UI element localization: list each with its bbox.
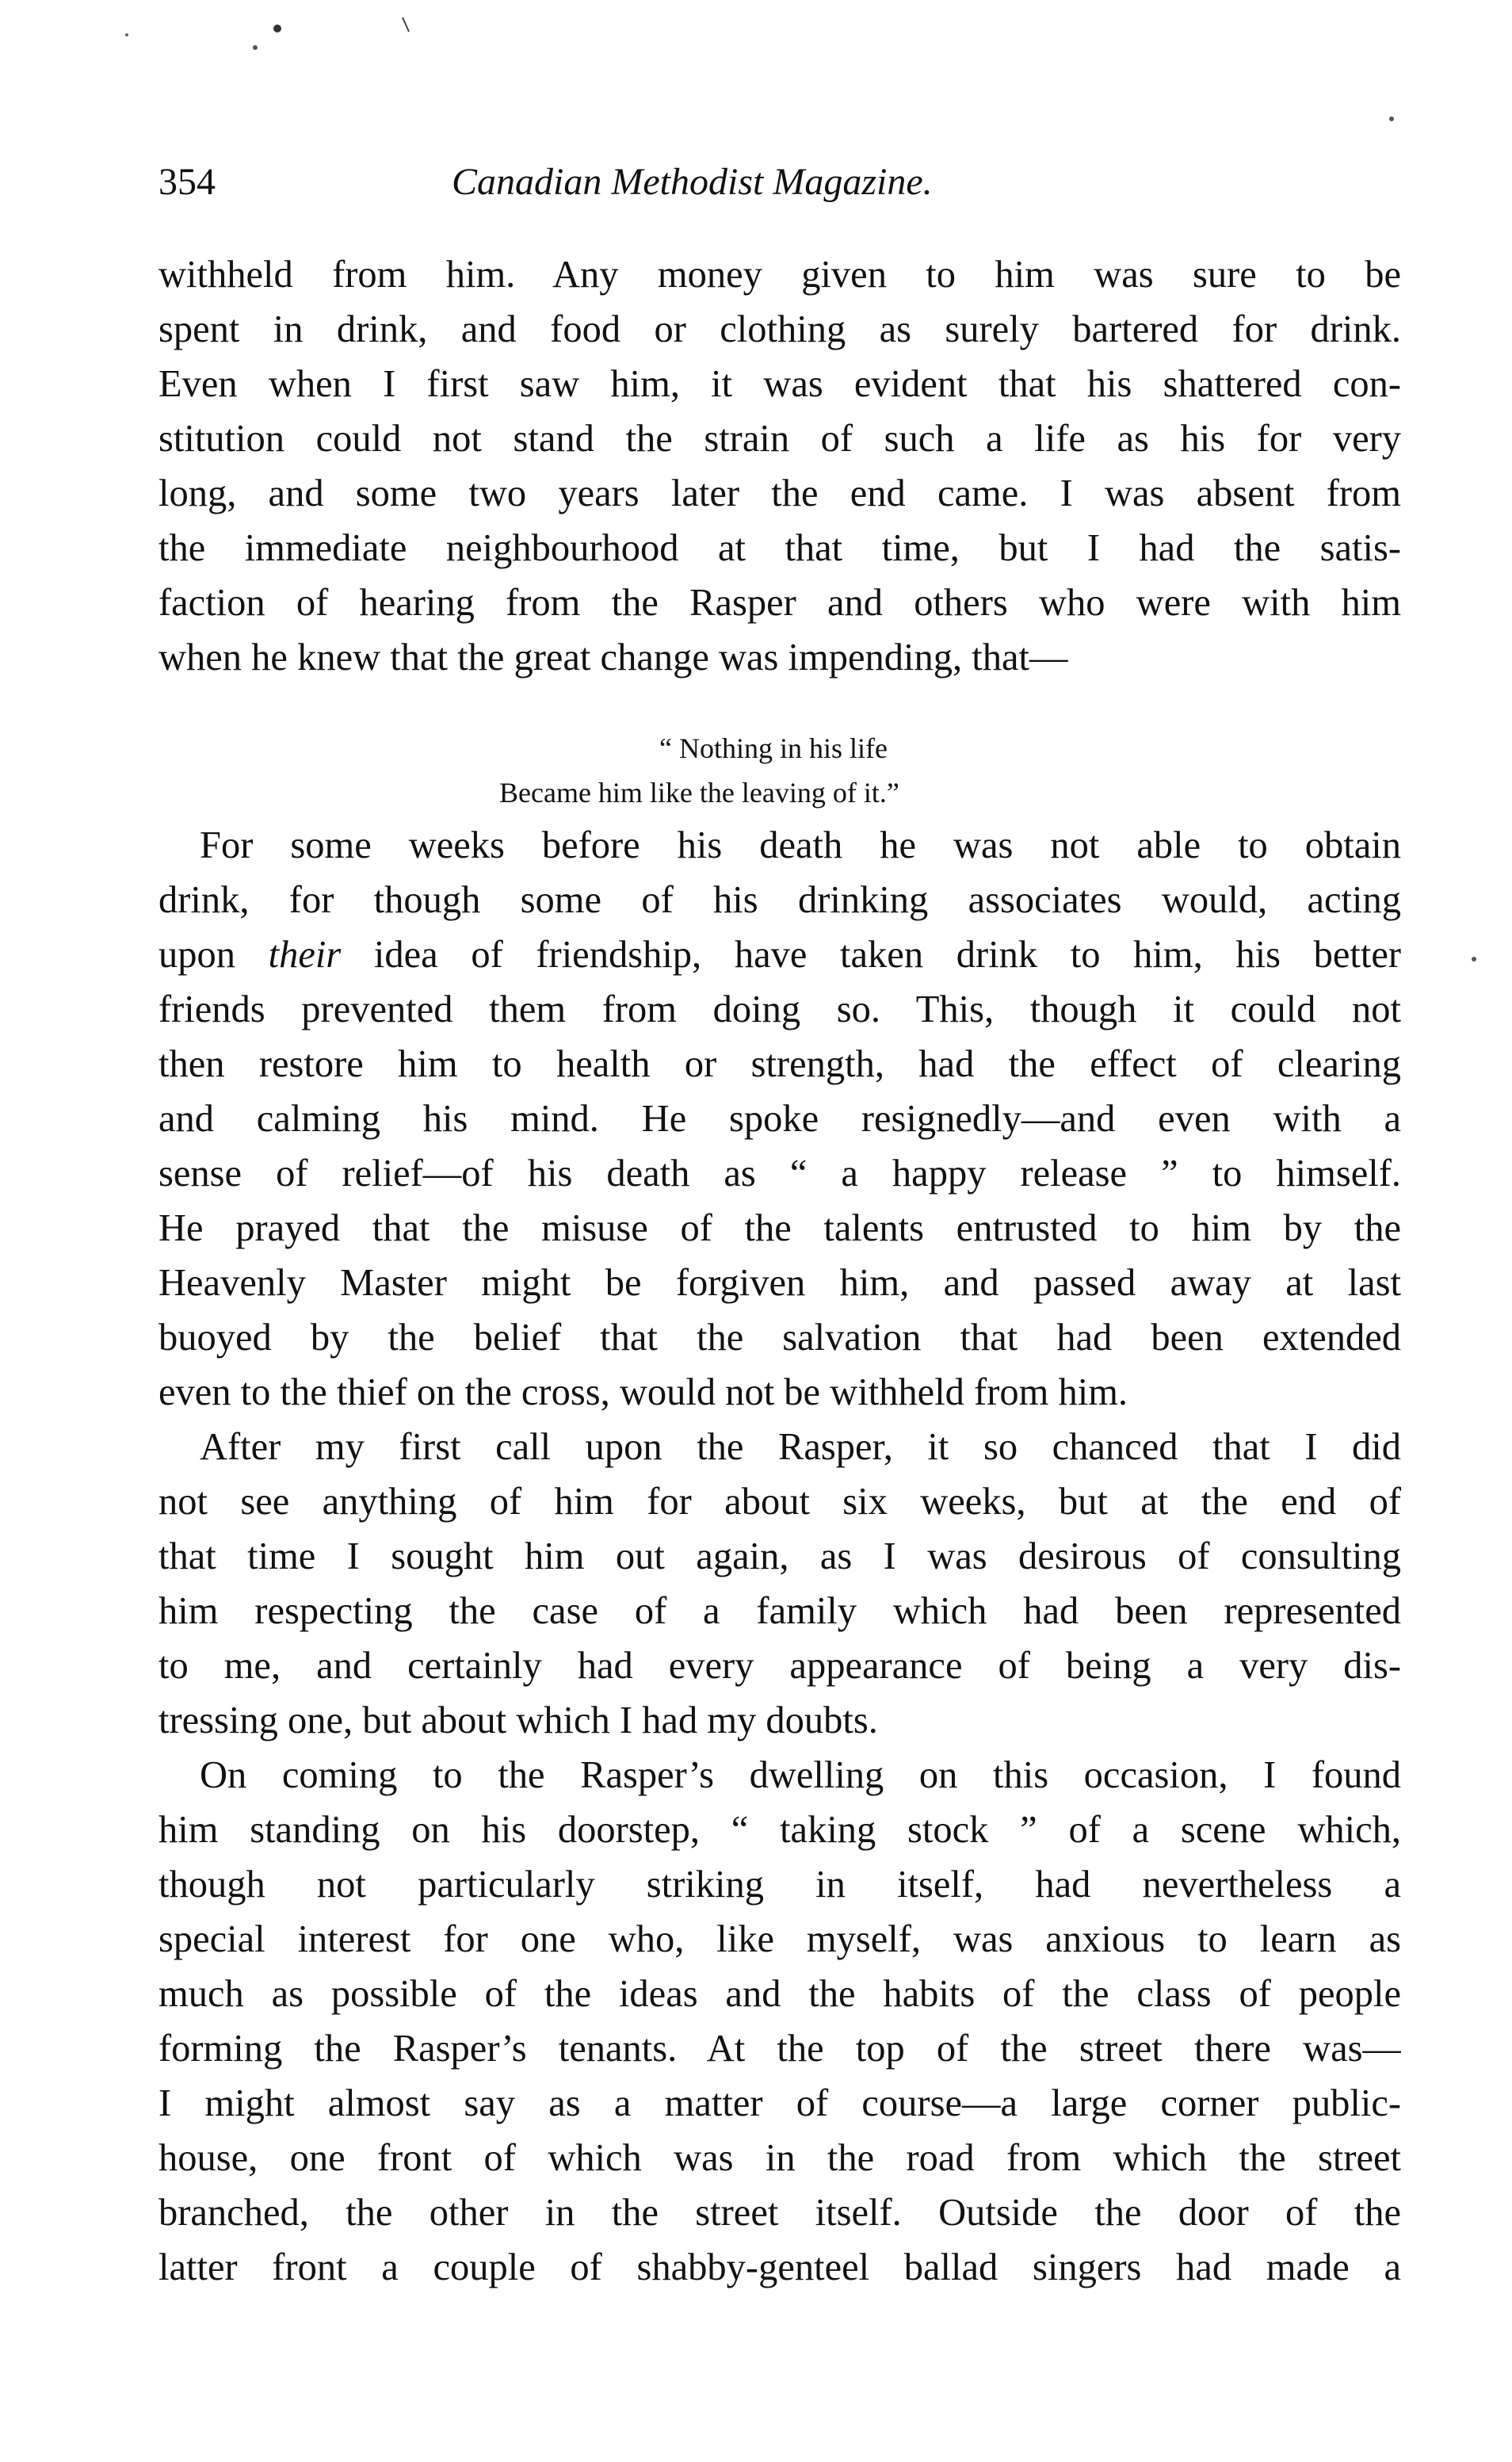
text-line: then restore him to health or strength, had the effect of clearing (158, 1043, 1401, 1085)
text-line: friends prevented them from doing so. This, though it could not (158, 988, 1401, 1030)
quote-line: Became him like the leaving of it.” (499, 777, 899, 809)
text-line: him respecting the case of a family which had been represented (158, 1590, 1401, 1632)
text-line: For some weeks before his death he was not able to obtain (200, 824, 1401, 866)
text-line: drink, for though some of his drinking associates would, acting (158, 879, 1401, 921)
text-line: buoyed by the belief that the salvation that had been extended (158, 1317, 1401, 1359)
text-line: the immediate neighbourhood at that time, but I had the satis- (158, 527, 1401, 569)
text-line: forming the Rasper’s tenants. At the top of the street there was— (158, 2028, 1401, 2070)
text-line: withheld from him. Any money given to him was sure to be (158, 254, 1401, 296)
text-line: though not particularly striking in itself, had nevertheless a (158, 1864, 1401, 1906)
text-line: when he knew that the great change was impending, that— (158, 637, 1068, 679)
italic-word: their (268, 934, 342, 976)
text-line: sense of relief—of his death as “ a happy release ” to himself. (158, 1153, 1401, 1195)
text-line: to me, and certainly had every appearance of being a very dis- (158, 1645, 1401, 1687)
text-line: not see anything of him for about six weeks, but at the end of (158, 1481, 1401, 1523)
text-line: him standing on his doorstep, “ taking stock ” of a scene which, (158, 1809, 1401, 1851)
text-line: much as possible of the ideas and the habits of the class of people (158, 1973, 1401, 2015)
text-line: tressing one, but about which I had my doubts. (158, 1699, 878, 1741)
paragraph-2 (158, 818, 1401, 1420)
text-line: even to the thief on the cross, would not be withheld from him. (158, 1371, 1128, 1413)
text-line: latter front a couple of shabby-genteel ballad singers had made a (158, 2246, 1401, 2288)
text-line: long, and some two years later the end came. I was absent from (158, 472, 1401, 514)
text-line: I might almost say as a matter of course—a large corner public- (158, 2082, 1401, 2124)
running-title: Canadian Methodist Magazine. (452, 161, 933, 203)
text-line: house, one front of which was in the road from which the street (158, 2137, 1401, 2179)
text-line: Heavenly Master might be forgiven him, and passed away at last (158, 1262, 1401, 1304)
quote-line: “ Nothing in his life (659, 732, 888, 764)
text-line: and calming his mind. He spoke resignedly—and even with a (158, 1098, 1401, 1140)
page-number: 354 (158, 161, 216, 203)
paragraph-3 (158, 1420, 1401, 1748)
text-line: branched, the other in the street itself. Outside the door of the (158, 2192, 1401, 2234)
text-line: special interest for one who, like myself, was anxious to learn as (158, 1918, 1401, 1960)
text-line: He prayed that the misuse of the talents entrusted to him by the (158, 1207, 1401, 1249)
body-text (158, 247, 1401, 2295)
text-line: stitution could not stand the strain of such a life as his for very (158, 418, 1401, 460)
running-head (158, 159, 1395, 206)
text-fragment: upon (158, 934, 269, 976)
text-line: faction of hearing from the Rasper and others who were with him (158, 582, 1401, 624)
text-line: After my first call upon the Rasper, it so chanced that I did (200, 1426, 1401, 1468)
text-line: that time I sought him out again, as I was desirous of consulting (158, 1535, 1401, 1577)
text-line (158, 927, 1401, 982)
verse-quotation (158, 685, 1401, 818)
text-line: Even when I first saw him, it was evident that his shattered con- (158, 363, 1401, 405)
text-fragment: idea of friendship, have taken drink to him, his better (341, 934, 1401, 976)
text-line: spent in drink, and food or clothing as surely bartered for drink. (158, 308, 1401, 350)
paragraph-4 (158, 1748, 1401, 2295)
paragraph-1 (158, 247, 1401, 685)
text-line: On coming to the Rasper’s dwelling on this occasion, I found (200, 1754, 1401, 1796)
